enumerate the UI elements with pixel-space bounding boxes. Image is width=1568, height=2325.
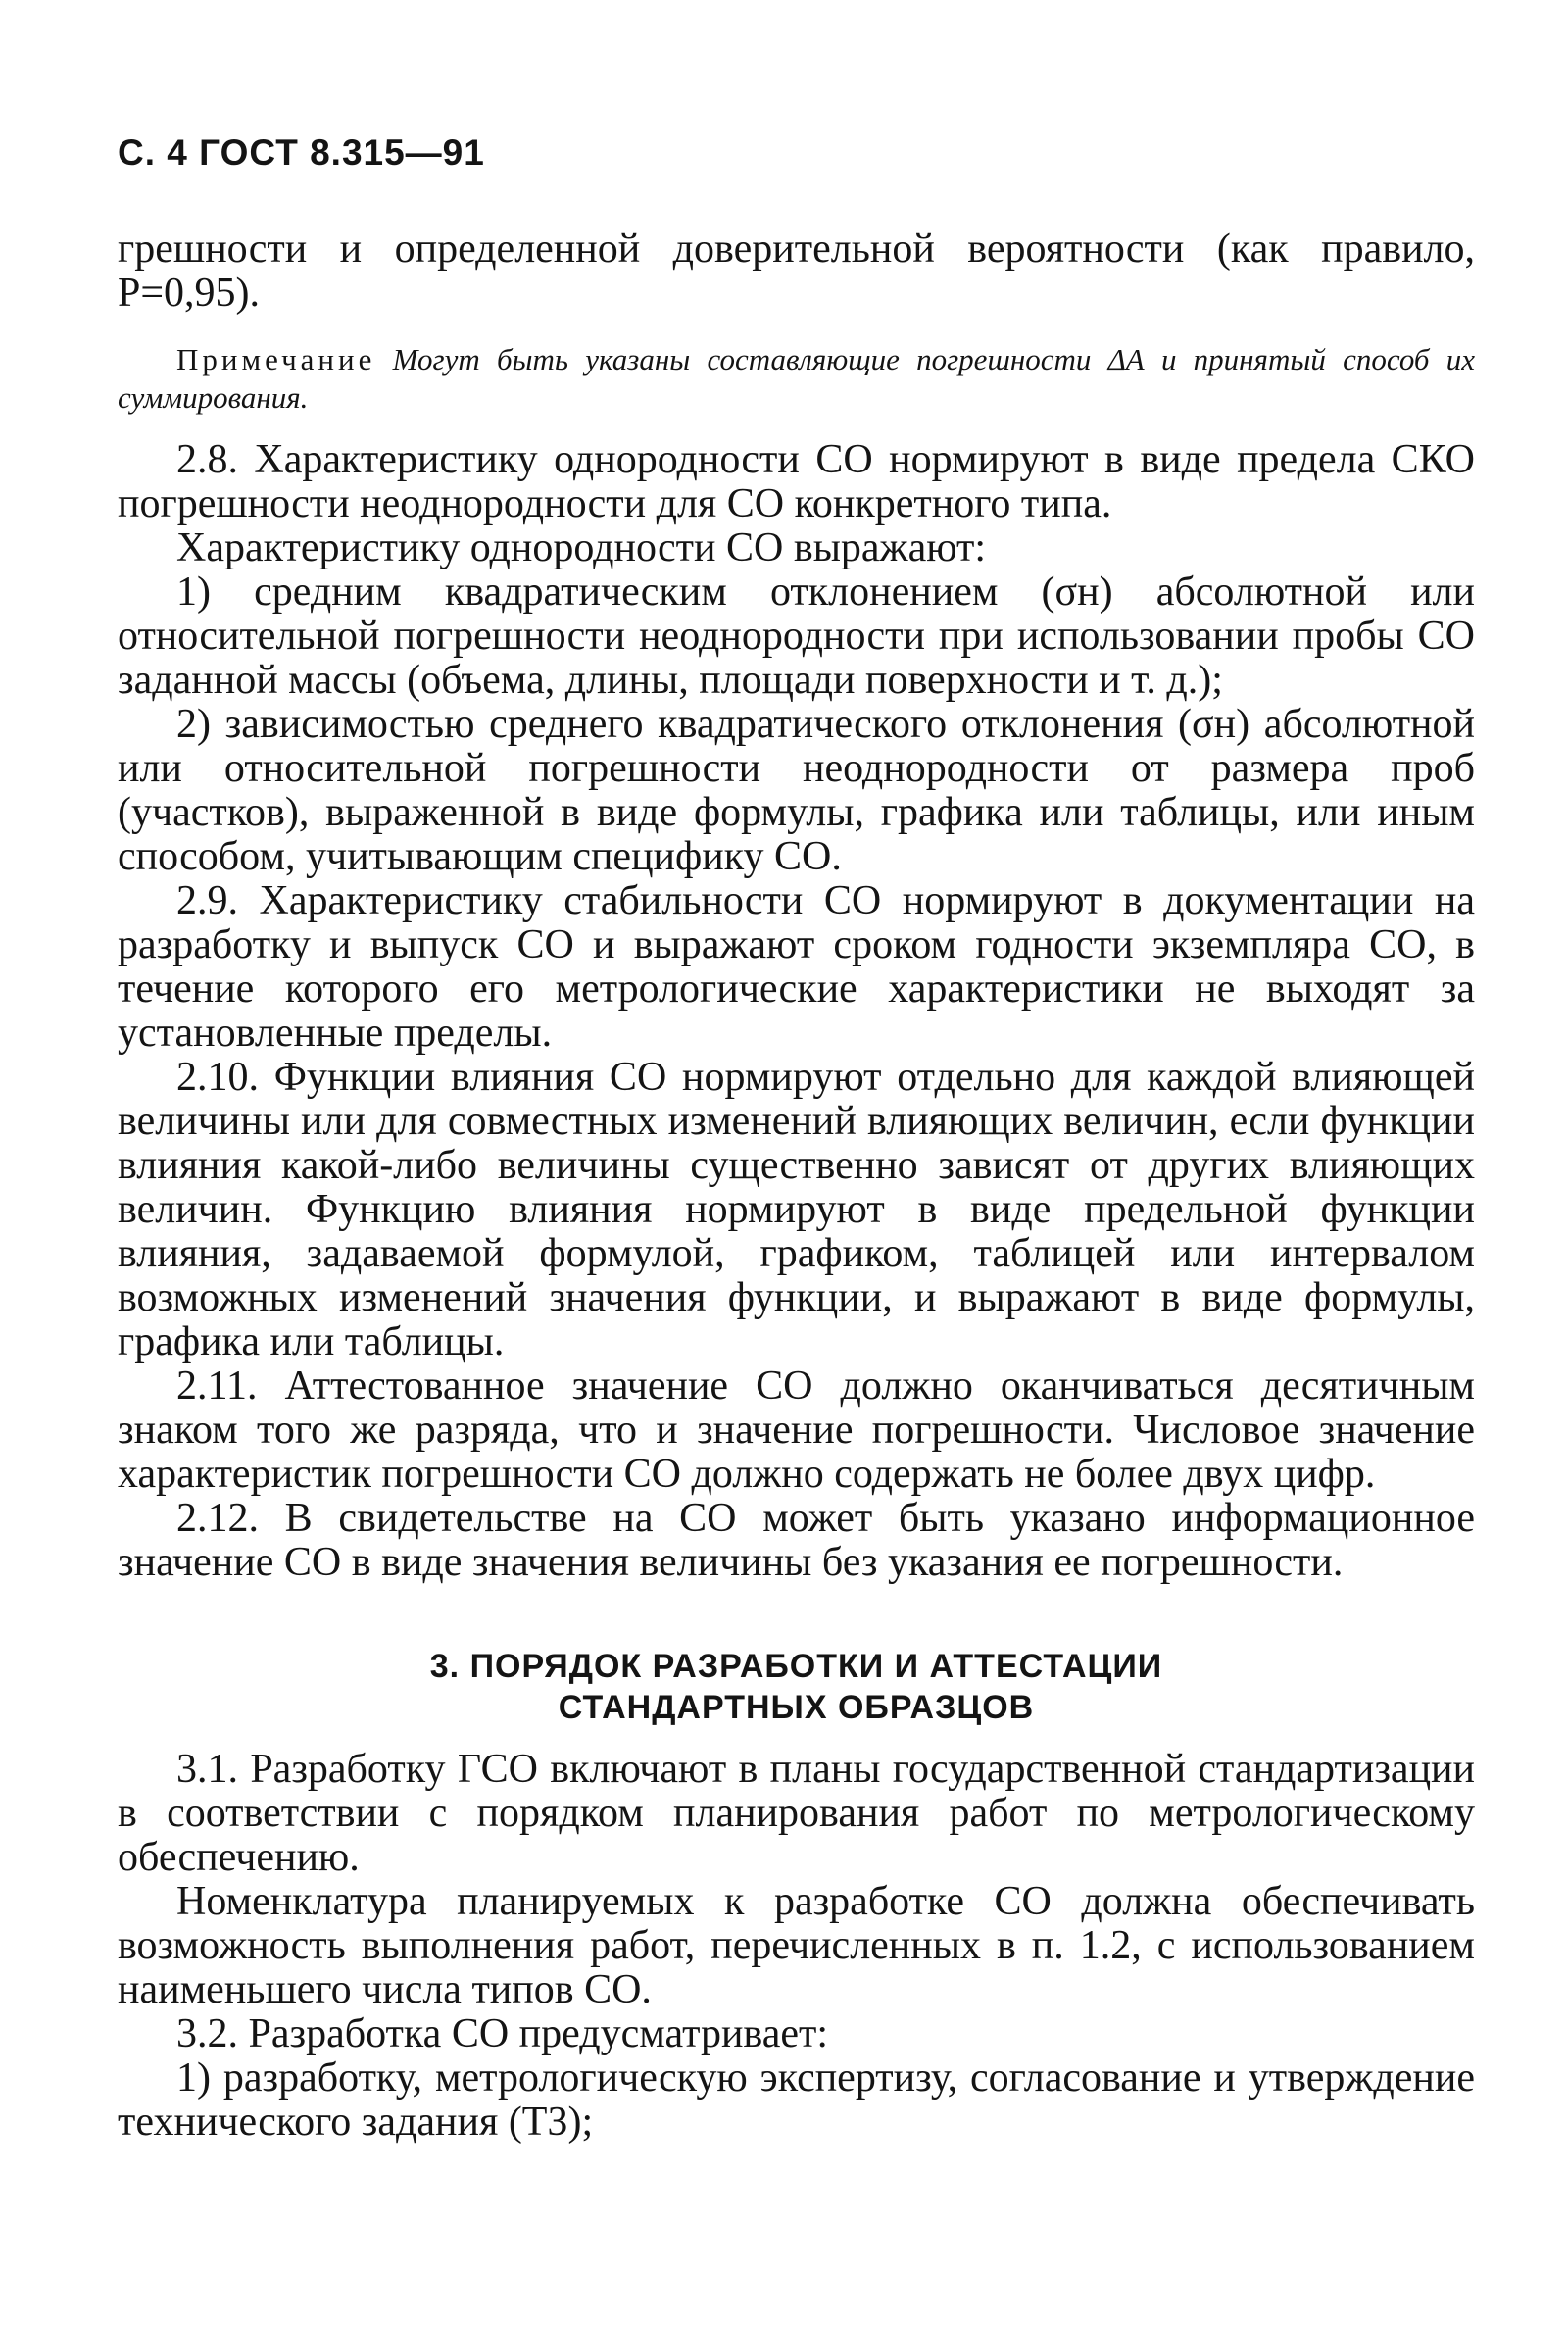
paragraph-3-1: 3.1. Разработку ГСО включают в планы государственной стандартизации в соответствии с порядком планирования работ по метрологическому обеспечению. (118, 1747, 1475, 1880)
page-header: С. 4 ГОСТ 8.315—91 (118, 132, 485, 173)
paragraph-2-9: 2.9. Характеристику стабильности СО нормируют в документации на разработку и выпуск СО и выражают сроком годности экземпляра СО, в течение которого его метрологические характеристики не выходят за установленные пределы. (118, 878, 1475, 1056)
paragraph-2-12: 2.12. В свидетельстве на СО может быть указано информационное значение СО в виде значения величины без указания ее погрешности. (118, 1496, 1475, 1585)
list-item-3-2-1: 1) разработку, метрологическую экспертизу, согласование и утверждение технического задания (ТЗ); (118, 2055, 1475, 2145)
list-item-2-8-2: 2) зависимостью среднего квадратического отклонения (σн) абсолютной или относительной погрешности неоднородности от размера проб (участков), выраженной в виде формулы, графика или таблицы, или иным способом, учитывающим специфику СО. (118, 702, 1475, 879)
paragraph-3-2: 3.2. Разработка СО предусматривает: (176, 2011, 829, 2056)
continuation-paragraph: грешности и определенной доверительной вероятности (как правило, Р=0,95). (118, 226, 1475, 316)
note (118, 340, 1475, 417)
note-label: Примечание (176, 342, 376, 376)
paragraph-2-11: 2.11. Аттестованное значение СО должно оканчиваться десятичным знаком того же разряда, что и значение погрешности. Числовое значение характеристик погрешности СО должно содержать не более двух цифр. (118, 1363, 1475, 1497)
section-3-title-line-2: СТАНДАРТНЫХ ОБРАЗЦОВ (558, 1689, 1035, 1726)
paragraph-2-8-intro: Характеристику однородности СО выражают: (176, 525, 987, 570)
document-body (118, 227, 1475, 2145)
paragraph-2-10: 2.10. Функции влияния СО нормируют отдельно для каждой влияющей величины или для совместных изменений влияющих величин, если функции влияния какой-либо величины существенно зависят от других влияющих величин. Функцию влияния нормируют в виде предельной функции влияния, задаваемой формулой, графиком, таблицей или интервалом возможных изменений значения функции, и выражают в виде формулы, графика или таблицы. (118, 1055, 1475, 1364)
note-text: Могут быть указаны составляющие погрешности ΔА и принятый способ их суммирования. (118, 342, 1475, 415)
section-3-title-line-1: 3. ПОРЯДОК РАЗРАБОТКИ И АТТЕСТАЦИИ (429, 1648, 1163, 1685)
section-3-title (118, 1646, 1475, 1728)
list-item-2-8-1: 1) средним квадратическим отклонением (σн) абсолютной или относительной погрешности неоднородности при использовании пробы СО заданной массы (объема, длины, площади поверхности и т. д.); (118, 569, 1475, 703)
paragraph-3-1-nomenclature: Номенклатура планируемых к разработке СО должна обеспечивать возможность выполнения работ, перечисленных в п. 1.2, с использованием наименьшего числа типов СО. (118, 1879, 1475, 2012)
paragraph-2-8: 2.8. Характеристику однородности СО нормируют в виде предела СКО погрешности неоднородности для СО конкретного типа. (118, 437, 1475, 526)
